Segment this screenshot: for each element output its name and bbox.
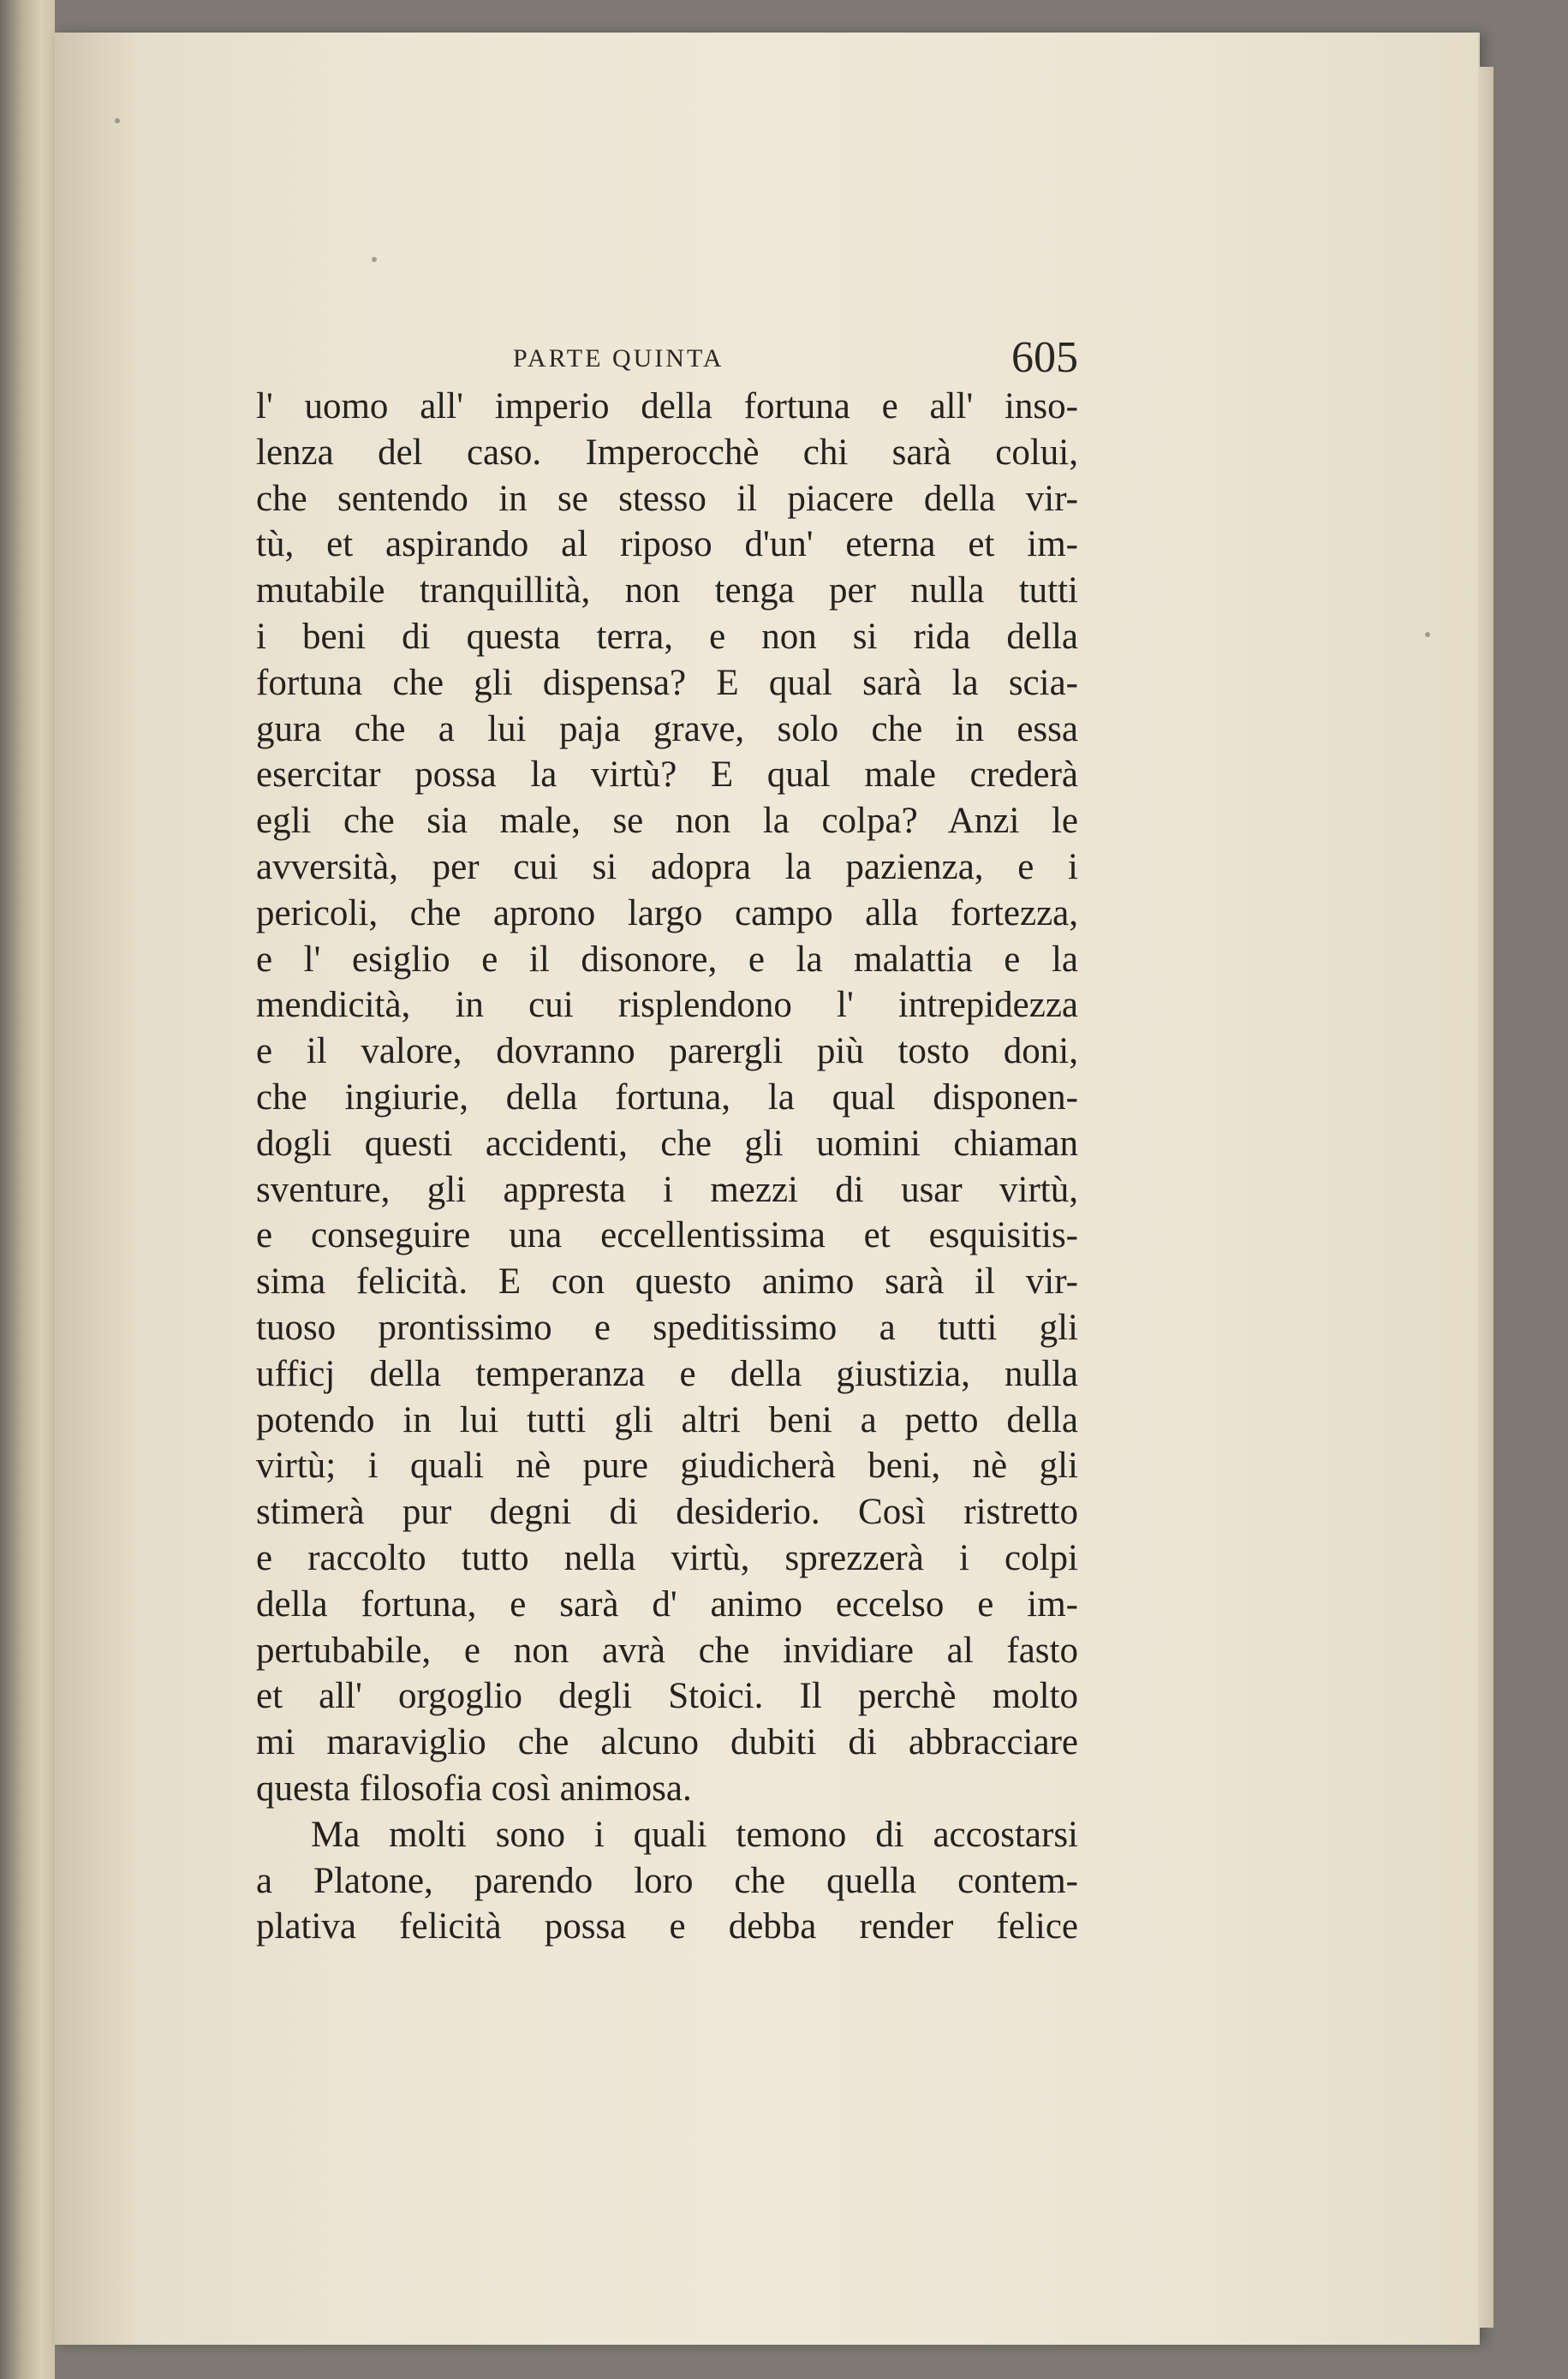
text-line: questa filosofia così animosa. [256, 1768, 692, 1809]
text-line: e l' esiglio e il disonore, e la malattia e la [256, 939, 1078, 980]
text-line: sventure, gli appresta i mezzi di usar virtù, [256, 1169, 1078, 1210]
text-line: che ingiurie, della fortuna, la qual disponen- [256, 1076, 1078, 1118]
text-line: e il valore, dovranno parergli più tosto doni, [256, 1031, 1078, 1072]
text-line: mi maraviglio che alcuno dubiti di abbracciare [256, 1722, 1078, 1763]
text-line: sima felicità. E con questo animo sarà il vir- [256, 1261, 1078, 1303]
text-line: dogli questi accidenti, che gli uomini chiaman [256, 1123, 1078, 1164]
book-page [55, 33, 1480, 2345]
text-line: i beni di questa terra, e non si rida della [256, 616, 1078, 657]
text-line: a Platone, parendo loro che quella contem- [256, 1860, 1078, 1901]
text-line: e conseguire una eccellentissima et esquisitis- [256, 1215, 1078, 1256]
text-line: stimerà pur degni di desiderio. Così ristretto [256, 1492, 1078, 1533]
page-number: 605 [1011, 333, 1078, 382]
text-line: pertubabile, e non avrà che invidiare al fasto [256, 1630, 1078, 1671]
paper-speck [372, 257, 377, 262]
text-line: mendicità, in cui risplendono l' intrepidezza [256, 985, 1078, 1026]
text-line: Ma molti sono i quali temono di accostarsi [311, 1814, 1078, 1855]
text-line: egli che sia male, se non la colpa? Anzi le [256, 801, 1078, 842]
text-line: potendo in lui tutti gli altri beni a petto della [256, 1399, 1078, 1440]
adjacent-page-edge [0, 0, 55, 2379]
paper-speck [115, 118, 120, 123]
paper-speck [1425, 632, 1430, 637]
text-line: che sentendo in se stesso il piacere della vir- [256, 478, 1078, 519]
text-line: gura che a lui paja grave, solo che in essa [256, 708, 1078, 749]
text-line: l' uomo all' imperio della fortuna e all' inso- [256, 386, 1078, 426]
running-head-title: PARTE QUINTA [513, 344, 724, 373]
text-line: fortuna che gli dispensa? E qual sarà la scia- [256, 662, 1078, 703]
text-line: mutabile tranquillità, non tenga per nulla tutti [256, 570, 1078, 611]
text-line: tù, et aspirando al riposo d'un' eterna et im- [256, 524, 1078, 565]
text-line: avversità, per cui si adopra la pazienza, e i [256, 846, 1078, 887]
text-line: virtù; i quali nè pure giudicherà beni, nè gli [256, 1446, 1078, 1487]
text-line: tuoso prontissimo e speditissimo a tutti gli [256, 1307, 1078, 1348]
text-line: pericoli, che aprono largo campo alla fortezza, [256, 892, 1078, 933]
text-line: plativa felicità possa e debba render felice [256, 1906, 1078, 1947]
body-text [256, 384, 1078, 1950]
text-line: et all' orgoglio degli Stoici. Il perchè molto [256, 1676, 1078, 1717]
text-line: ufficj della temperanza e della giustizia, nulla [256, 1353, 1078, 1394]
text-line: esercitar possa la virtù? E qual male crederà [256, 754, 1078, 796]
text-line: e raccolto tutto nella virtù, sprezzerà i colpi [256, 1537, 1078, 1578]
text-line: lenza del caso. Imperocchè chi sarà colui, [256, 432, 1078, 473]
text-line: della fortuna, e sarà d' animo eccelso e im- [256, 1583, 1078, 1625]
